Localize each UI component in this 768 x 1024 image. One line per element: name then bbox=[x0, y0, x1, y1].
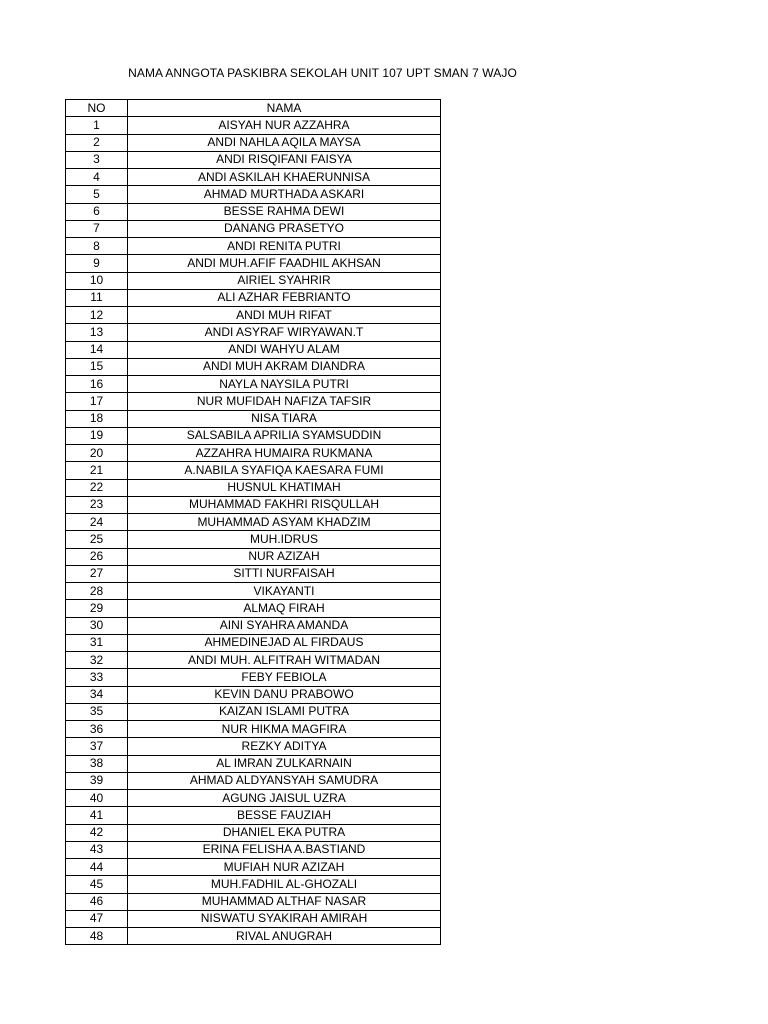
member-name-cell: MUH.IDRUS bbox=[128, 531, 441, 548]
table-row bbox=[66, 393, 441, 410]
member-name-cell: VIKAYANTI bbox=[128, 583, 441, 600]
table-row bbox=[66, 289, 441, 306]
table-row bbox=[66, 634, 441, 651]
member-name-cell: HUSNUL KHATIMAH bbox=[128, 479, 441, 496]
row-number-cell: 14 bbox=[66, 341, 128, 358]
row-number-cell: 1 bbox=[66, 117, 128, 134]
member-name-cell: BESSE FAUZIAH bbox=[128, 807, 441, 824]
table-row bbox=[66, 134, 441, 151]
table-row bbox=[66, 790, 441, 807]
table-row bbox=[66, 358, 441, 375]
member-name-cell: KAIZAN ISLAMI PUTRA bbox=[128, 703, 441, 720]
table-row bbox=[66, 686, 441, 703]
row-number-cell: 36 bbox=[66, 721, 128, 738]
table-row bbox=[66, 307, 441, 324]
row-number-cell: 29 bbox=[66, 600, 128, 617]
member-name-cell: ANDI MUH AKRAM DIANDRA bbox=[128, 358, 441, 375]
row-number-cell: 38 bbox=[66, 755, 128, 772]
row-number-cell: 22 bbox=[66, 479, 128, 496]
row-number-cell: 40 bbox=[66, 790, 128, 807]
member-name-cell: NAYLA NAYSILA PUTRI bbox=[128, 376, 441, 393]
member-table bbox=[65, 99, 441, 945]
table-row bbox=[66, 496, 441, 513]
row-number-cell: 21 bbox=[66, 462, 128, 479]
row-number-cell: 20 bbox=[66, 445, 128, 462]
member-name-cell: ANDI RISQIFANI FAISYA bbox=[128, 151, 441, 168]
member-name-cell: ERINA FELISHA A.BASTIAND bbox=[128, 841, 441, 858]
table-row bbox=[66, 600, 441, 617]
row-number-cell: 30 bbox=[66, 617, 128, 634]
row-number-cell: 18 bbox=[66, 410, 128, 427]
table-row bbox=[66, 910, 441, 927]
table-row bbox=[66, 203, 441, 220]
table-row bbox=[66, 238, 441, 255]
row-number-cell: 44 bbox=[66, 859, 128, 876]
row-number-cell: 47 bbox=[66, 910, 128, 927]
row-number-cell: 16 bbox=[66, 376, 128, 393]
table-row bbox=[66, 583, 441, 600]
row-number-cell: 13 bbox=[66, 324, 128, 341]
table-header-row bbox=[66, 100, 441, 117]
member-name-cell: MUH.FADHIL AL-GHOZALI bbox=[128, 876, 441, 893]
member-name-cell: NUR HIKMA MAGFIRA bbox=[128, 721, 441, 738]
table-row bbox=[66, 255, 441, 272]
table-row bbox=[66, 410, 441, 427]
row-number-cell: 7 bbox=[66, 220, 128, 237]
table-row bbox=[66, 841, 441, 858]
row-number-cell: 28 bbox=[66, 583, 128, 600]
member-name-cell: AINI SYAHRA AMANDA bbox=[128, 617, 441, 634]
row-number-cell: 34 bbox=[66, 686, 128, 703]
row-number-cell: 5 bbox=[66, 186, 128, 203]
member-name-cell: ANDI RENITA PUTRI bbox=[128, 238, 441, 255]
table-row bbox=[66, 703, 441, 720]
table-row bbox=[66, 151, 441, 168]
member-name-cell: NUR AZIZAH bbox=[128, 548, 441, 565]
member-name-cell: ALI AZHAR FEBRIANTO bbox=[128, 289, 441, 306]
table-row bbox=[66, 514, 441, 531]
document-title: NAMA ANNGOTA PASKIBRA SEKOLAH UNIT 107 UPT SMAN 7 WAJO bbox=[128, 66, 517, 80]
row-number-cell: 43 bbox=[66, 841, 128, 858]
member-name-cell: AISYAH NUR AZZAHRA bbox=[128, 117, 441, 134]
row-number-cell: 31 bbox=[66, 634, 128, 651]
table-row bbox=[66, 462, 441, 479]
table-row bbox=[66, 824, 441, 841]
member-name-cell: ANDI MUH RIFAT bbox=[128, 307, 441, 324]
member-name-cell: ANDI ASYRAF WIRYAWAN.T bbox=[128, 324, 441, 341]
row-number-cell: 4 bbox=[66, 169, 128, 186]
table-row bbox=[66, 565, 441, 582]
table-row bbox=[66, 652, 441, 669]
member-name-cell: DANANG PRASETYO bbox=[128, 220, 441, 237]
member-name-cell: KEVIN DANU PRABOWO bbox=[128, 686, 441, 703]
member-name-cell: MUHAMMAD ALTHAF NASAR bbox=[128, 893, 441, 910]
member-name-cell: ANDI NAHLA AQILA MAYSA bbox=[128, 134, 441, 151]
table-row bbox=[66, 755, 441, 772]
row-number-cell: 32 bbox=[66, 652, 128, 669]
member-name-cell: SITTI NURFAISAH bbox=[128, 565, 441, 582]
row-number-cell: 37 bbox=[66, 738, 128, 755]
table-row bbox=[66, 876, 441, 893]
table-row bbox=[66, 548, 441, 565]
row-number-cell: 48 bbox=[66, 928, 128, 945]
row-number-cell: 45 bbox=[66, 876, 128, 893]
row-number-cell: 26 bbox=[66, 548, 128, 565]
table-row bbox=[66, 169, 441, 186]
member-name-cell: ANDI MUH.AFIF FAADHIL AKHSAN bbox=[128, 255, 441, 272]
row-number-cell: 12 bbox=[66, 307, 128, 324]
member-name-cell: ANDI MUH. ALFITRAH WITMADAN bbox=[128, 652, 441, 669]
member-name-cell: A.NABILA SYAFIQA KAESARA FUMI bbox=[128, 462, 441, 479]
member-name-cell: DHANIEL EKA PUTRA bbox=[128, 824, 441, 841]
row-number-cell: 33 bbox=[66, 669, 128, 686]
member-name-cell: REZKY ADITYA bbox=[128, 738, 441, 755]
row-number-cell: 46 bbox=[66, 893, 128, 910]
table-row bbox=[66, 721, 441, 738]
row-number-cell: 25 bbox=[66, 531, 128, 548]
row-number-cell: 6 bbox=[66, 203, 128, 220]
table-row bbox=[66, 807, 441, 824]
row-number-cell: 24 bbox=[66, 514, 128, 531]
row-number-cell: 35 bbox=[66, 703, 128, 720]
member-name-cell: NISWATU SYAKIRAH AMIRAH bbox=[128, 910, 441, 927]
row-number-cell: 27 bbox=[66, 565, 128, 582]
table-row bbox=[66, 272, 441, 289]
member-name-cell: AGUNG JAISUL UZRA bbox=[128, 790, 441, 807]
column-header-no: NO bbox=[66, 100, 128, 117]
column-header-nama: NAMA bbox=[128, 100, 441, 117]
member-name-cell: MUHAMMAD ASYAM KHADZIM bbox=[128, 514, 441, 531]
table-row bbox=[66, 772, 441, 789]
table-row bbox=[66, 117, 441, 134]
row-number-cell: 23 bbox=[66, 496, 128, 513]
table-row bbox=[66, 220, 441, 237]
row-number-cell: 41 bbox=[66, 807, 128, 824]
row-number-cell: 39 bbox=[66, 772, 128, 789]
row-number-cell: 17 bbox=[66, 393, 128, 410]
table-row bbox=[66, 669, 441, 686]
row-number-cell: 10 bbox=[66, 272, 128, 289]
table-row bbox=[66, 376, 441, 393]
member-name-cell: SALSABILA APRILIA SYAMSUDDIN bbox=[128, 427, 441, 444]
member-name-cell: AHMEDINEJAD AL FIRDAUS bbox=[128, 634, 441, 651]
row-number-cell: 8 bbox=[66, 238, 128, 255]
member-name-cell: ANDI WAHYU ALAM bbox=[128, 341, 441, 358]
row-number-cell: 11 bbox=[66, 289, 128, 306]
member-name-cell: AIRIEL SYAHRIR bbox=[128, 272, 441, 289]
row-number-cell: 15 bbox=[66, 358, 128, 375]
table-row bbox=[66, 893, 441, 910]
table-row bbox=[66, 324, 441, 341]
member-name-cell: MUFIAH NUR AZIZAH bbox=[128, 859, 441, 876]
member-name-cell: RIVAL ANUGRAH bbox=[128, 928, 441, 945]
table-row bbox=[66, 859, 441, 876]
row-number-cell: 3 bbox=[66, 151, 128, 168]
member-name-cell: AHMAD ALDYANSYAH SAMUDRA bbox=[128, 772, 441, 789]
member-name-cell: MUHAMMAD FAKHRI RISQULLAH bbox=[128, 496, 441, 513]
member-name-cell: NUR MUFIDAH NAFIZA TAFSIR bbox=[128, 393, 441, 410]
member-name-cell: ANDI ASKILAH KHAERUNNISA bbox=[128, 169, 441, 186]
member-name-cell: BESSE RAHMA DEWI bbox=[128, 203, 441, 220]
row-number-cell: 9 bbox=[66, 255, 128, 272]
member-name-cell: AZZAHRA HUMAIRA RUKMANA bbox=[128, 445, 441, 462]
row-number-cell: 19 bbox=[66, 427, 128, 444]
member-name-cell: NISA TIARA bbox=[128, 410, 441, 427]
member-name-cell: AHMAD MURTHADA ASKARI bbox=[128, 186, 441, 203]
table-row bbox=[66, 531, 441, 548]
table-row bbox=[66, 479, 441, 496]
row-number-cell: 2 bbox=[66, 134, 128, 151]
table-row bbox=[66, 341, 441, 358]
row-number-cell: 42 bbox=[66, 824, 128, 841]
member-name-cell: AL IMRAN ZULKARNAIN bbox=[128, 755, 441, 772]
table-row bbox=[66, 617, 441, 634]
member-name-cell: ALMAQ FIRAH bbox=[128, 600, 441, 617]
table-body bbox=[66, 117, 441, 945]
table-row bbox=[66, 928, 441, 945]
table-row bbox=[66, 186, 441, 203]
table-row bbox=[66, 738, 441, 755]
member-name-cell: FEBY FEBIOLA bbox=[128, 669, 441, 686]
table-row bbox=[66, 427, 441, 444]
table-row bbox=[66, 445, 441, 462]
